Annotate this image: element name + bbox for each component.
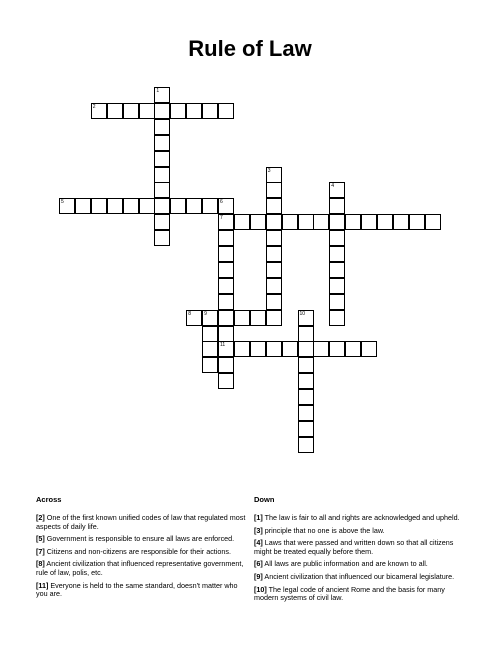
grid-cell[interactable]	[329, 246, 345, 262]
grid-cell[interactable]	[298, 405, 314, 421]
clue-number: 7	[220, 215, 223, 222]
grid-cell[interactable]	[218, 310, 234, 326]
grid-cell[interactable]	[218, 246, 234, 262]
grid-cell[interactable]	[298, 421, 314, 437]
grid-cell[interactable]	[298, 357, 314, 373]
grid-cell[interactable]	[218, 294, 234, 310]
grid-cell[interactable]	[186, 198, 202, 214]
grid-cell[interactable]	[329, 310, 345, 326]
grid-cell[interactable]	[345, 341, 361, 357]
clue-number: 6	[220, 199, 223, 206]
across-clue	[36, 535, 251, 544]
grid-cell[interactable]	[298, 326, 314, 342]
grid-cell[interactable]	[59, 198, 75, 214]
across-clues	[36, 495, 251, 603]
grid-cell[interactable]	[298, 341, 314, 357]
clue-number: 1	[156, 88, 160, 94]
grid-cell[interactable]	[202, 357, 218, 373]
across-clue	[36, 582, 251, 599]
grid-cell[interactable]	[202, 310, 218, 326]
clue-number: 2	[92, 103, 96, 110]
grid-cell[interactable]	[425, 214, 441, 230]
grid-cell[interactable]	[266, 214, 282, 230]
grid-cell[interactable]	[154, 230, 170, 246]
grid-cell[interactable]	[234, 310, 250, 326]
grid-cell[interactable]	[91, 103, 107, 119]
grid-cell[interactable]	[250, 341, 266, 357]
across-clue	[36, 560, 251, 577]
grid-cell[interactable]	[186, 103, 202, 119]
grid-cell[interactable]	[250, 310, 266, 326]
grid-cell[interactable]	[234, 214, 250, 230]
down-clue-list	[254, 514, 469, 603]
grid-cell[interactable]	[234, 341, 250, 357]
grid-cell[interactable]	[91, 198, 107, 214]
grid-cell[interactable]	[266, 198, 282, 214]
clue-number: [2]	[36, 513, 45, 522]
grid-cell[interactable]	[298, 437, 314, 453]
grid-cell[interactable]	[139, 198, 155, 214]
grid-cell[interactable]	[107, 103, 123, 119]
grid-cell[interactable]	[218, 357, 234, 373]
grid-cell[interactable]	[266, 294, 282, 310]
down-heading: Down	[254, 495, 275, 504]
grid-cell[interactable]	[329, 294, 345, 310]
clue-number: 11	[220, 342, 226, 349]
grid-cell[interactable]	[250, 214, 266, 230]
clue-number: [1]	[254, 513, 263, 522]
grid-cell[interactable]	[154, 119, 170, 135]
grid-cell[interactable]	[282, 341, 298, 357]
grid-cell[interactable]	[139, 103, 155, 119]
clue-number: [3]	[254, 525, 263, 535]
grid-cell[interactable]	[170, 198, 186, 214]
clue-number: [10]	[254, 584, 267, 594]
grid-cell[interactable]	[298, 310, 314, 326]
grid-cell[interactable]	[266, 262, 282, 278]
clue-text: Everyone is held to the same standard, doesn't matter who you are.	[36, 580, 238, 599]
grid-cell[interactable]	[361, 214, 377, 230]
grid-cell[interactable]	[170, 103, 186, 119]
grid-cell[interactable]	[329, 278, 345, 294]
clue-number: [7]	[36, 546, 45, 556]
grid-cell[interactable]	[202, 341, 218, 357]
grid-cell[interactable]	[154, 151, 170, 167]
clue-number: 9	[204, 310, 207, 317]
across-heading: Across	[36, 495, 62, 504]
clue-number: [9]	[254, 571, 263, 581]
across-clue	[36, 514, 251, 531]
clue-text: The law is fair to all and rights are acknowledged and upheld.	[262, 513, 460, 522]
grid-cell[interactable]	[218, 198, 234, 214]
grid-cell[interactable]	[329, 198, 345, 214]
down-clue	[254, 586, 469, 603]
grid-cell[interactable]	[266, 230, 282, 246]
clue-number: [11]	[36, 580, 49, 590]
grid-cell[interactable]	[298, 373, 314, 389]
grid-cell[interactable]	[218, 230, 234, 246]
grid-cell[interactable]	[298, 214, 314, 230]
grid-cell[interactable]	[218, 373, 234, 389]
page-title: Rule of Law	[188, 36, 312, 61]
grid-cell[interactable]	[123, 103, 139, 119]
clue-text: principle that no one is above the law.	[262, 525, 385, 535]
clue-text: Ancient civilization that influenced our bicameral legislature.	[262, 571, 455, 581]
grid-cell[interactable]	[313, 214, 329, 230]
grid-cell[interactable]	[329, 182, 345, 198]
grid-cell[interactable]	[218, 103, 234, 119]
grid-cell[interactable]	[154, 198, 170, 214]
grid-cell[interactable]	[282, 214, 298, 230]
grid-cell[interactable]	[329, 341, 345, 357]
clue-number: 4	[331, 183, 335, 190]
grid-cell[interactable]	[218, 214, 234, 230]
grid-cell[interactable]	[266, 341, 282, 357]
grid-cell[interactable]	[393, 214, 409, 230]
grid-cell[interactable]	[345, 214, 361, 230]
down-clue	[254, 573, 469, 582]
down-clue	[254, 560, 469, 569]
across-clue-list	[36, 514, 251, 599]
grid-cell[interactable]	[266, 182, 282, 198]
grid-cell[interactable]	[154, 87, 170, 103]
clue-number: [4]	[254, 538, 263, 548]
grid-cell[interactable]	[266, 310, 282, 326]
grid-cell[interactable]	[266, 278, 282, 294]
clue-text: The legal code of ancient Rome and the basis for many modern systems of civil law.	[254, 584, 445, 603]
grid-cell[interactable]	[329, 214, 345, 230]
grid-cell[interactable]	[266, 246, 282, 262]
clue-text: Laws that were passed and written down so that all citizens might be treated equally before them.	[254, 538, 454, 556]
clue-text: All laws are public information and are known to all.	[262, 559, 428, 569]
grid-cell[interactable]	[154, 167, 170, 183]
grid-cell[interactable]	[202, 326, 218, 342]
grid-cell[interactable]	[186, 310, 202, 326]
grid-cell[interactable]	[329, 230, 345, 246]
grid-cell[interactable]	[266, 167, 282, 183]
clue-number: 10	[299, 310, 306, 317]
clue-number: [6]	[254, 559, 263, 569]
grid-cell[interactable]	[154, 182, 170, 198]
grid-cell[interactable]	[154, 214, 170, 230]
clue-number: [5]	[36, 534, 45, 544]
grid-cell[interactable]	[361, 341, 377, 357]
clue-number: 5	[61, 199, 64, 206]
grid-cell[interactable]	[329, 262, 345, 278]
grid-cell[interactable]	[298, 389, 314, 405]
across-clue	[36, 548, 251, 557]
grid-cell[interactable]	[107, 198, 123, 214]
grid-cell[interactable]	[154, 135, 170, 151]
grid-cell[interactable]	[75, 198, 91, 214]
down-clue	[254, 514, 469, 523]
clue-number: 8	[188, 310, 191, 317]
grid-cell[interactable]	[409, 214, 425, 230]
down-clue	[254, 527, 469, 536]
grid-cell[interactable]	[377, 214, 393, 230]
grid-cell[interactable]	[154, 103, 170, 119]
clue-text: Citizens and non-citizens are responsible for their actions.	[44, 546, 231, 556]
grid-cell[interactable]	[313, 341, 329, 357]
grid-cell[interactable]	[218, 341, 234, 357]
down-clues	[254, 495, 469, 607]
grid-cell[interactable]	[123, 198, 139, 214]
grid-cell[interactable]	[202, 103, 218, 119]
clue-number: [8]	[36, 559, 45, 569]
grid-cell[interactable]	[218, 262, 234, 278]
clue-text: Government is responsible to ensure all laws are enforced.	[44, 534, 235, 544]
grid-cell[interactable]	[202, 198, 218, 214]
down-clue	[254, 539, 469, 556]
grid-cell[interactable]	[218, 326, 234, 342]
grid-cell[interactable]	[218, 278, 234, 294]
clue-text: One of the first known unified codes of law that regulated most aspects of daily life.	[36, 513, 246, 531]
clue-number: 3	[267, 167, 271, 174]
clue-text: Ancient civilization that influenced representative government, rule of law, polis, etc.	[36, 559, 244, 577]
